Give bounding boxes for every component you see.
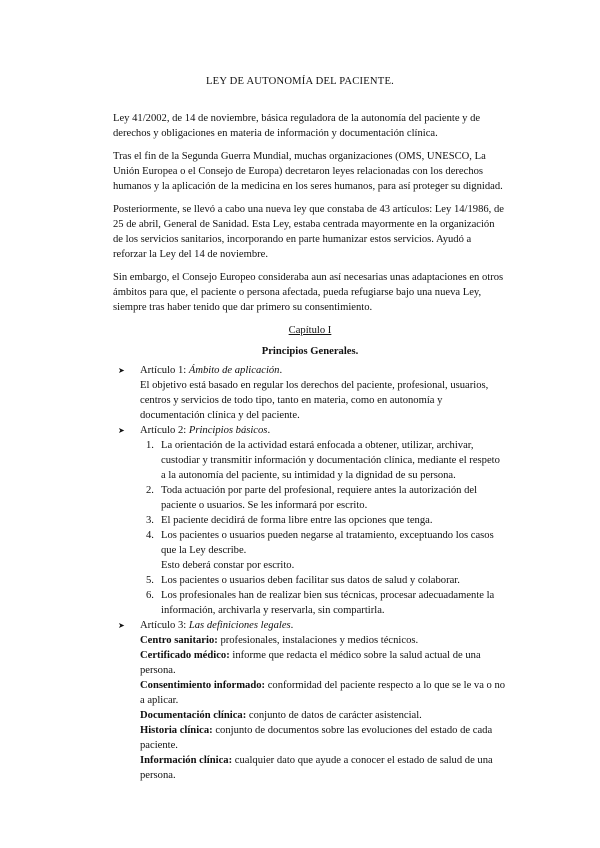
definition: Información clínica: cualquier dato que ayude a conocer el estado de salud de una persona. bbox=[140, 755, 493, 781]
definition: Consentimiento informado: conformidad del paciente respecto a lo que se le va o no a aplicar. bbox=[140, 680, 506, 706]
article-text: El objetivo está basado en regular los derechos del paciente, profesional, usuarios, centros y servicios de todo tipo, tanto en materia, como en autonomía y documentación clínica y del paciente. bbox=[140, 380, 489, 421]
article-2: ➤ Artículo 2: Principios básicos. bbox=[118, 425, 271, 436]
paragraph: Ley 41/2002, de 14 de noviembre, básica reguladora de la autonomía del paciente y de derechos y obligaciones en materia de información y documentación clínica. bbox=[113, 113, 481, 139]
definition: Centro sanitario: profesionales, instalaciones y medios técnicos. bbox=[140, 635, 419, 646]
paragraph: Tras el fin de la Segunda Guerra Mundial, muchas organizaciones (OMS, UNESCO, La Unión Europea o el Consejo de Europa) decretaron leyes relacionadas con los derechos humanos y la aplicación de la medicina en los seres humanos, para así proteger su dignidad. bbox=[113, 151, 503, 192]
article-label: Artículo 3: bbox=[140, 620, 187, 631]
arrow-bullet-icon: ➤ bbox=[118, 426, 125, 435]
list-item: 3. El paciente decidirá de forma libre entre las opciones que tenga. bbox=[146, 515, 433, 526]
article-name: Las definiciones legales bbox=[188, 620, 291, 631]
list-item-note: Esto deberá constar por escrito. bbox=[161, 560, 295, 571]
article-name: Ámbito de aplicación bbox=[188, 365, 280, 376]
list-item: 2. Toda actuación por parte del profesional, requiere antes la autorización del paciente o usuarios. Se les informará por escrito. bbox=[146, 485, 478, 511]
article-name: Principios básicos bbox=[188, 425, 268, 436]
document-body bbox=[113, 111, 507, 783]
definition: Certificado médico: informe que redacta el médico sobre la salud actual de una persona. bbox=[140, 650, 481, 676]
arrow-bullet-icon: ➤ bbox=[118, 621, 125, 630]
chapter-subtitle: Principios Generales. bbox=[261, 346, 359, 357]
paragraph: Posteriormente, se llevó a cabo una nueva ley que constaba de 43 artículos: Ley 14/1986, de 25 de abril, General de Sanidad. Esta Ley, estaba centrada mayormente en la organización de los servicios sanitarios, incorporando en parte humanizar estos servicios. Ayudó a reforzar la Ley del 14 de noviembre. bbox=[113, 204, 504, 260]
chapter-heading: Capítulo I bbox=[288, 325, 332, 336]
document-title: LEY DE AUTONOMÍA DEL PACIENTE. bbox=[206, 76, 394, 87]
article-label: Artículo 1: bbox=[140, 365, 187, 376]
definition: Documentación clínica: conjunto de datos de carácter asistencial. bbox=[140, 710, 422, 721]
arrow-bullet-icon: ➤ bbox=[118, 366, 125, 375]
definition: Historia clínica: conjunto de documentos sobre las evoluciones del estado de cada paciente. bbox=[140, 725, 493, 751]
article-label: Artículo 2: bbox=[140, 425, 187, 436]
list-item: 4. Los pacientes o usuarios pueden negarse al tratamiento, exceptuando los casos que la Ley describe. Esto deberá constar por escrito. bbox=[146, 530, 494, 571]
list-item: 1. La orientación de la actividad estará enfocada a obtener, utilizar, archivar, custodiar y transmitir información y documentación clínica, mediante el respeto a la autonomía del paciente, su intimidad y la dignidad de su persona. bbox=[146, 440, 500, 481]
principles-list bbox=[113, 438, 507, 618]
article-1: ➤ Artículo 1: Ámbito de aplicación. El objetivo está basado en regular los derechos del paciente, profesional, usuarios, centros y servicios de todo tipo, tanto en materia, como en autonomía y documentación clínica y del paciente. bbox=[113, 363, 507, 423]
article-3: ➤ Artículo 3: Las definiciones legales. Centro sanitario: profesionales, instalaciones y medios técnicos. Certificado médico: informe que redacta el médico sobre la salud actual de una persona. Consentimiento informado: conformidad del paciente respecto a lo que se le va o no a aplicar. Documentación clínica: conjunto de datos de carácter asistencial. Historia clínica: conjunto de documentos sobre las evoluciones del estado de cada paciente. Información clínica: cualquier dato que ayude a conocer el estado de salud de una persona. bbox=[118, 620, 506, 781]
paragraph: Sin embargo, el Consejo Europeo consideraba aun así necesarias unas adaptaciones en otros ámbitos para que, el paciente o persona afectada, pueda refugiarse bajo una nueva Ley, siempre tras haber tenido que dar primero su consentimiento. bbox=[113, 272, 504, 313]
list-item: 5. Los pacientes o usuarios deben facilitar sus datos de salud y colaborar. bbox=[146, 575, 460, 586]
list-item: 6. Los profesionales han de realizar bien sus técnicas, procesar adecuadamente la información, archivarla y reservarla, sin compartirla. bbox=[146, 590, 495, 616]
